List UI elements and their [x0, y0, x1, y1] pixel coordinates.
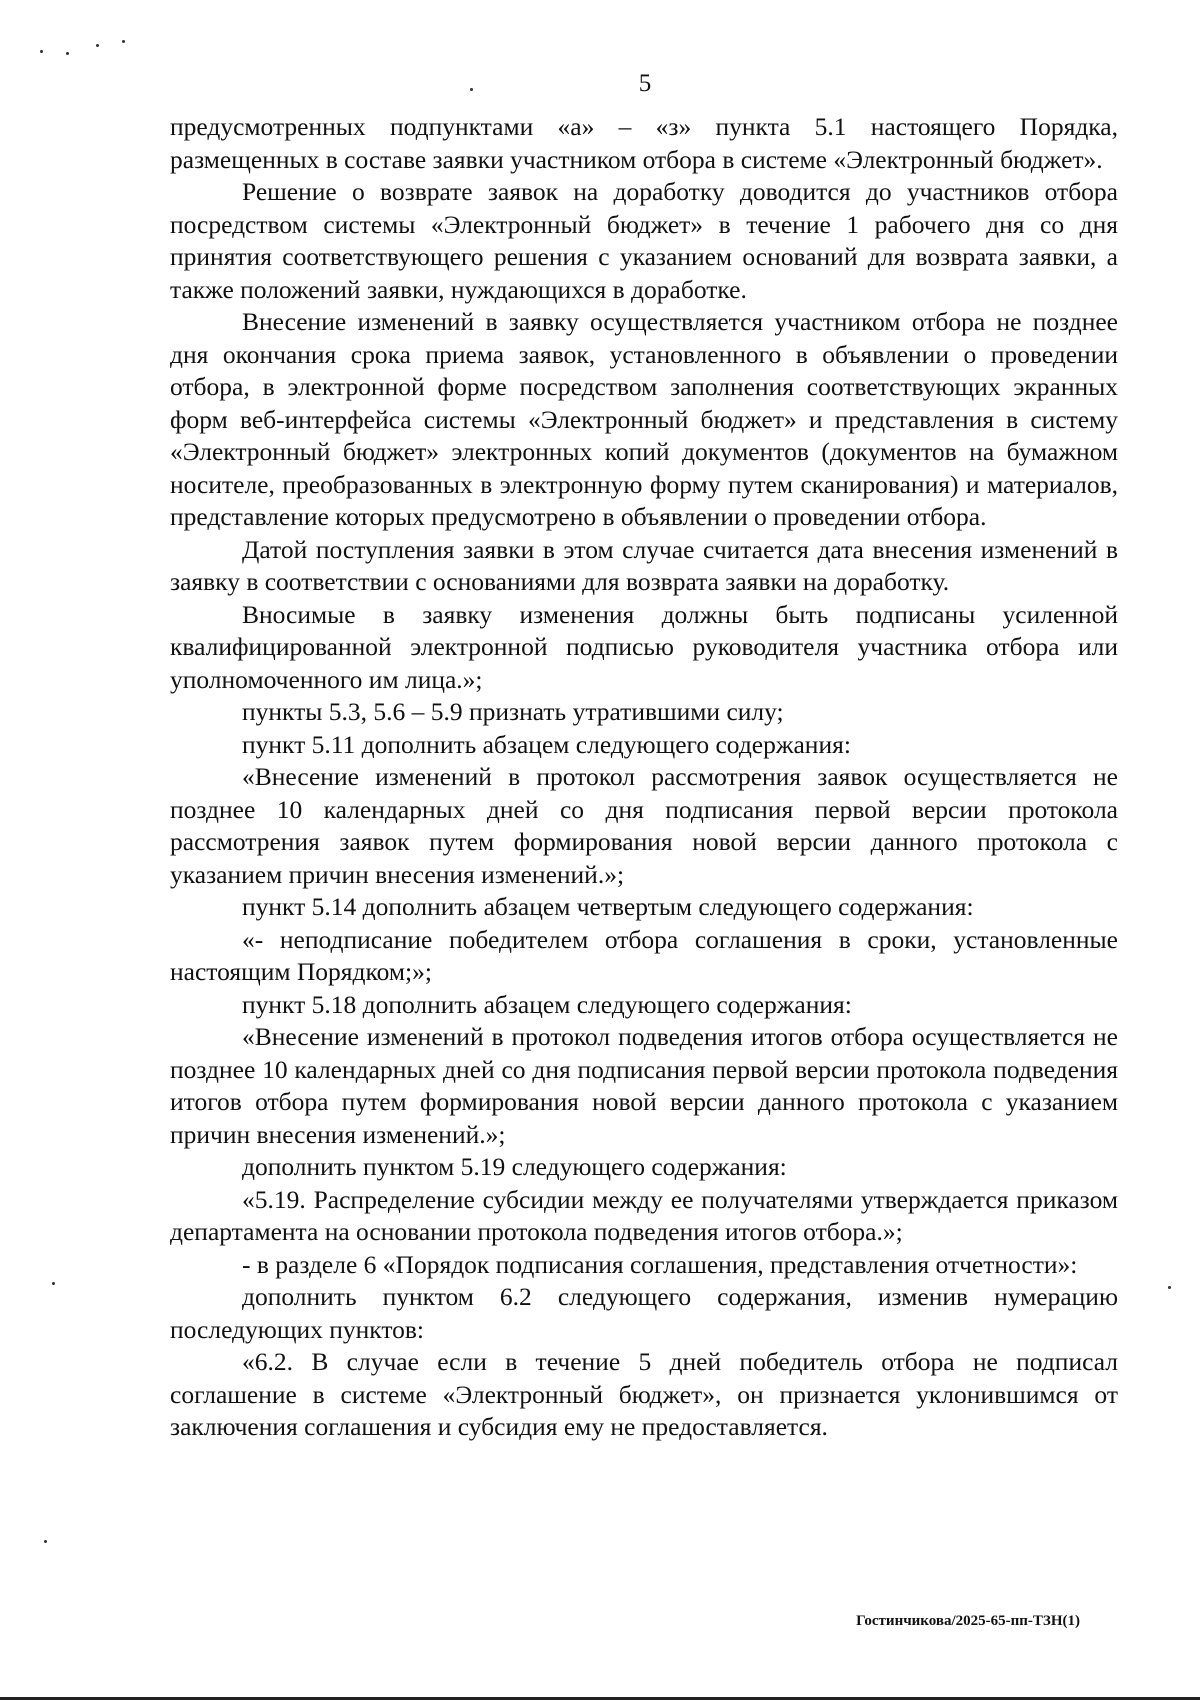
- page-number: 5: [638, 70, 652, 97]
- paragraph: - в разделе 6 «Порядок подписания соглашения, представления отчетности»:: [242, 1249, 1078, 1279]
- paragraph: пункт 5.18 дополнить абзацем следующего содержания:: [242, 989, 852, 1019]
- paragraph: Внесение изменений в заявку осуществляется участником отбора не позднее дня окончания срока приема заявок, установленного в объявлении о проведении отбора, в электронной форме посредством заполнения соответствующих экранных форм веб-интерфейса системы «Электронный бюджет» и представления в систему «Электронный бюджет» электронных копий документов (документов на бумажном носителе, преобразованных в электронную форму путем сканирования) и материалов, представление которых предусмотрено в объявлении о проведении отбора.: [170, 307, 1118, 531]
- paragraph: дополнить пунктом 5.19 следующего содержания:: [242, 1152, 787, 1181]
- scan-speck: [66, 52, 69, 55]
- paragraph: Решение о возврате заявок на доработку доводится до участников отбора посредством системы «Электронный бюджет» в течение 1 рабочего дня со дня принятия соответствующего решения с указанием оснований для возврата заявки, а также положений заявки, нуждающихся в доработке.: [170, 177, 1118, 304]
- paragraph: Вносимые в заявку изменения должны быть подписаны усиленной квалифицированной электронной подписью руководителя участника отбора или уполномоченного им лица.»;: [170, 599, 1118, 694]
- paragraph: пункт 5.11 дополнить абзацем следующего содержания:: [242, 729, 851, 759]
- scan-speck: [96, 44, 99, 47]
- scan-speck: [52, 1282, 55, 1285]
- document-body: [170, 111, 1118, 1444]
- paragraph: «Внесение изменений в протокол подведения итогов отбора осуществляется не позднее 10 календарных дней со дня подписания первой версии протокола подведения итогов отбора путем формирования новой версии данного протокола с указанием причин внесения изменений.»;: [170, 1022, 1118, 1149]
- footer-document-code: Гостинчикова/2025-65-пп-ТЗН(1): [856, 1613, 1080, 1629]
- paragraph: дополнить пунктом 6.2 следующего содержания, изменив нумерацию последующих пунктов:: [170, 1282, 1118, 1344]
- paragraph: пункты 5.3, 5.6 – 5.9 признать утратившими силу;: [242, 697, 784, 726]
- paragraph: «5.19. Распределение субсидии между ее получателями утверждается приказом департамента на основании протокола подведения итогов отбора.»;: [170, 1184, 1118, 1246]
- paragraph: Датой поступления заявки в этом случае считается дата внесения изменений в заявку в соответствии с основаниями для возврата заявки на доработку.: [170, 534, 1118, 596]
- paragraph: «Внесение изменений в протокол рассмотрения заявок осуществляется не позднее 10 календарных дней со дня подписания первой версии протокола рассмотрения заявок путем формирования новой версии данного протокола с указанием причин внесения изменений.»;: [170, 762, 1118, 889]
- scan-speck: [122, 40, 125, 43]
- scan-speck: [44, 1540, 47, 1543]
- paragraph: «6.2. В случае если в течение 5 дней победитель отбора не подписал соглашение в системе «Электронный бюджет», он признается уклонившимся от заключения соглашения и субсидия ему не предоставляется.: [170, 1347, 1118, 1441]
- scan-speck: [40, 50, 43, 53]
- scan-speck: [1168, 1286, 1171, 1289]
- paragraph: «- неподписание победителем отбора соглашения в сроки, установленные настоящим Порядком;»;: [170, 924, 1118, 986]
- paragraph: предусмотренных подпунктами «а» – «з» пункта 5.1 настоящего Порядка, размещенных в составе заявки участником отбора в системе «Электронный бюджет».: [170, 112, 1118, 174]
- paragraph: пункт 5.14 дополнить абзацем четвертым следующего содержания:: [242, 892, 974, 921]
